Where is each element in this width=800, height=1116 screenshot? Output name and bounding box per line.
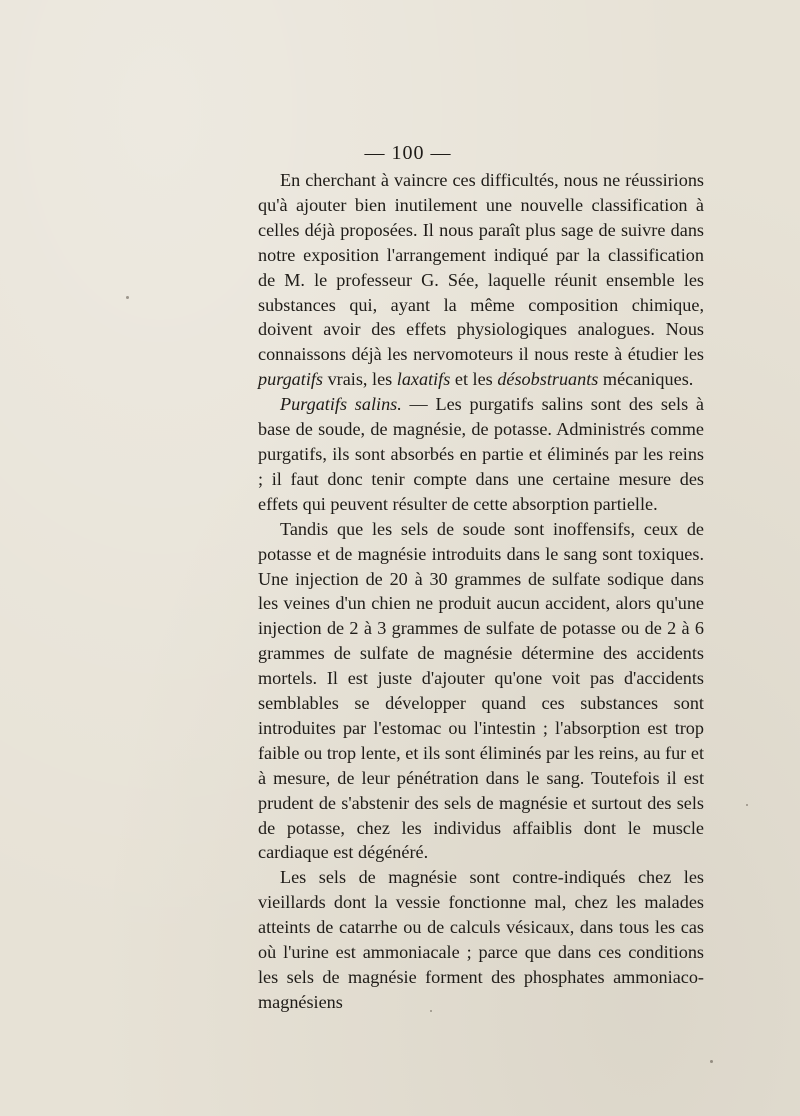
- term-desobstruants: désobstruants: [497, 369, 599, 390]
- paragraph-1-mid1: vrais, les: [323, 369, 397, 390]
- paragraph-2-text: — Les purgatifs salins sont des sels à base de soude, de magnésie, de potasse. Administrés comme purgatifs, ils sont absorbés en partie et éliminés par les reins ; il faut donc tenir compte dans une certaine mesure des effets qui peuvent résulter de cette absorption partielle.: [258, 394, 704, 514]
- paragraph-1-text-before: En cherchant à vaincre ces difficultés, nous ne réussirions qu'à ajouter bien inutilement une nouvelle classification à celles déjà proposées. Il nous paraît plus sage de suivre dans notre exposition l'arrangement indiqué par la classification de M. le professeur G. Sée, laquelle réunit ensemble les substances qui, ayant la même composition chimique, doivent avoir des effets physiologiques analogues. Nous connaissons déjà les nervomoteurs il nous reste à étudier les: [258, 170, 704, 365]
- paragraph-3: Tandis que les sels de soude sont inoffensifs, ceux de potasse et de magnésie introduits dans le sang sont toxiques. Une injection de 20 à 30 grammes de sulfate sodique dans les veines d'un chien ne produit aucun accident, alors qu'une injection de 2 à 3 grammes de sulfate de potasse ou de 2 à 6 grammes de sulfate de magnésie détermine des accidents mortels. Il est juste d'ajouter qu'one voit pas d'accidents semblables se développer quand ces substances sont introduites par l'estomac ou l'intestin ; l'absorption est trop faible ou trop lente, et ils sont éliminés par les reins, au fur et à mesure, de leur pénétration dans le sang. Toutefois il est prudent de s'abstenir des sels de magnésie et surtout des sels de potasse, chez les individus affaiblis dont le muscle cardiaque est dégénéré.: [258, 518, 704, 863]
- paragraph-1: [258, 168, 704, 392]
- section-heading-purgatifs-salins: Purgatifs salins.: [280, 394, 402, 415]
- paper-speck: [430, 1010, 432, 1012]
- body-text: [258, 168, 704, 1015]
- paragraph-2: [258, 392, 704, 517]
- term-laxatifs: laxatifs: [396, 369, 451, 390]
- page-number: — 100 —: [364, 142, 452, 164]
- paragraph-1-mid2: et les: [450, 369, 498, 390]
- term-purgatifs: purgatifs: [258, 369, 324, 390]
- paragraph-1-text-after: mécaniques.: [598, 369, 694, 390]
- paper-speck: [126, 296, 129, 299]
- paragraph-4: Les sels de magnésie sont contre-indiqués chez les vieillards dont la vessie fonctionne mal, chez les malades atteints de catarrhe ou de calculs vésicaux, dans tous les cas où l'urine est ammoniacale ; parce que dans ces conditions les sels de magnésie forment des phosphates ammoniaco-magnésiens: [258, 867, 704, 1012]
- paper-speck: [710, 1060, 713, 1063]
- paper-speck: [746, 804, 748, 806]
